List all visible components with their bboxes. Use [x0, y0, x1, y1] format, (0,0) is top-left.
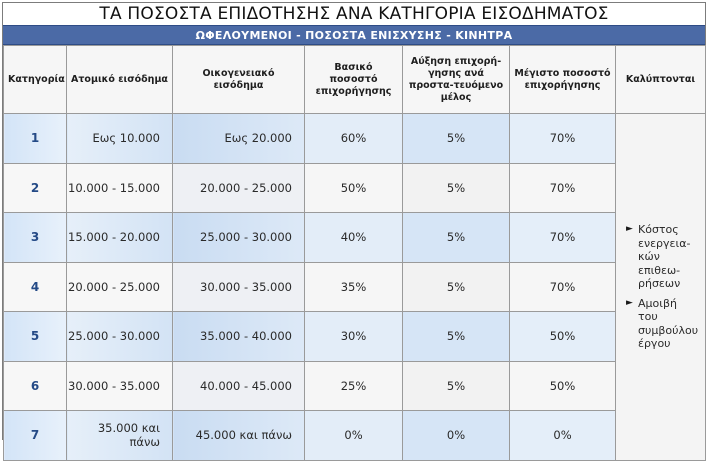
max-rate-cell: 70% [510, 213, 616, 263]
max-rate-cell: 50% [510, 361, 616, 411]
max-rate-cell: 0% [510, 411, 616, 461]
covered-item-text: Κόστος ενεργεια-κών επιθεω-ρήσεων [638, 223, 691, 290]
family-income-cell: 45.000 και πάνω [173, 411, 305, 461]
column-header-max-rate: Μέγιστο ποσοστό επιχορήγησης [510, 46, 616, 114]
column-header-base-rate: Βασικό ποσοστό επιχορήγησης [305, 46, 403, 114]
max-rate-cell: 70% [510, 114, 616, 164]
covered-cell [616, 114, 706, 461]
base-rate-cell: 60% [305, 114, 403, 164]
family-income-cell: Εως 20.000 [173, 114, 305, 164]
family-income-cell: 30.000 - 35.000 [173, 262, 305, 312]
page-title: ΤΑ ΠΟΣΟΣΤΑ ΕΠΙΔΟΤΗΣΗΣ ΑΝΑ ΚΑΤΗΓΟΡΙΑ ΕΙΣΟΔΗΜΑΤΟΣ [99, 4, 609, 24]
base-rate-cell: 40% [305, 213, 403, 263]
category-cell: 7 [4, 411, 67, 461]
base-rate-cell: 35% [305, 262, 403, 312]
base-rate-cell: 30% [305, 312, 403, 362]
table-header-row [4, 46, 706, 114]
triangle-right-icon: ► [626, 297, 633, 308]
column-header-increase-per-member: Αύξηση επιχορή-γησης ανά προστα-τευόμενο μέλος [403, 46, 510, 114]
table-row [4, 312, 706, 362]
category-cell: 6 [4, 361, 67, 411]
category-cell: 5 [4, 312, 67, 362]
increase-cell: 0% [403, 411, 510, 461]
family-income-cell: 20.000 - 25.000 [173, 163, 305, 213]
increase-cell: 5% [403, 312, 510, 362]
covered-item [626, 223, 699, 291]
table-row [4, 163, 706, 213]
table-row [4, 361, 706, 411]
covered-item [626, 297, 699, 351]
covered-item-text: Αμοιβή του συμβούλου έργου [638, 296, 699, 350]
base-rate-cell: 50% [305, 163, 403, 213]
individual-income-cell: Εως 10.000 [67, 114, 173, 164]
individual-income-cell: 15.000 - 20.000 [67, 213, 173, 263]
max-rate-cell: 70% [510, 163, 616, 213]
category-cell: 1 [4, 114, 67, 164]
increase-cell: 5% [403, 262, 510, 312]
individual-income-cell: 30.000 - 35.000 [67, 361, 173, 411]
family-income-cell: 40.000 - 45.000 [173, 361, 305, 411]
category-cell: 4 [4, 262, 67, 312]
column-header-covered: Καλύπτονται [616, 46, 706, 114]
family-income-cell: 25.000 - 30.000 [173, 213, 305, 263]
column-header-individual-income: Ατομικό εισόδημα [67, 46, 173, 114]
individual-income-cell: 10.000 - 15.000 [67, 163, 173, 213]
table-row [4, 262, 706, 312]
individual-income-cell: 25.000 - 30.000 [67, 312, 173, 362]
max-rate-cell: 50% [510, 312, 616, 362]
increase-cell: 5% [403, 361, 510, 411]
table-row [4, 213, 706, 263]
category-cell: 3 [4, 213, 67, 263]
increase-cell: 5% [403, 213, 510, 263]
family-income-cell: 35.000 - 40.000 [173, 312, 305, 362]
increase-cell: 5% [403, 163, 510, 213]
max-rate-cell: 70% [510, 262, 616, 312]
subsidy-table-frame [2, 2, 706, 450]
individual-income-cell: 20.000 - 25.000 [67, 262, 173, 312]
triangle-right-icon: ► [626, 224, 633, 234]
column-header-category: Κατηγορία [4, 46, 67, 114]
category-cell: 2 [4, 163, 67, 213]
individual-income-cell: 35.000 και πάνω [67, 411, 173, 461]
base-rate-cell: 0% [305, 411, 403, 461]
increase-cell: 5% [403, 114, 510, 164]
section-banner: ΩΦΕΛΟΥΜΕΝΟΙ - ΠΟΣΟΣΤΑ ΕΝΙΣΧΥΣΗΣ - ΚΙΝΗΤΡΑ [3, 25, 705, 45]
subsidy-table [3, 45, 706, 461]
base-rate-cell: 25% [305, 361, 403, 411]
table-row [4, 411, 706, 461]
column-header-family-income: Οικογενειακό εισόδημα [173, 46, 305, 114]
table-row [4, 114, 706, 164]
